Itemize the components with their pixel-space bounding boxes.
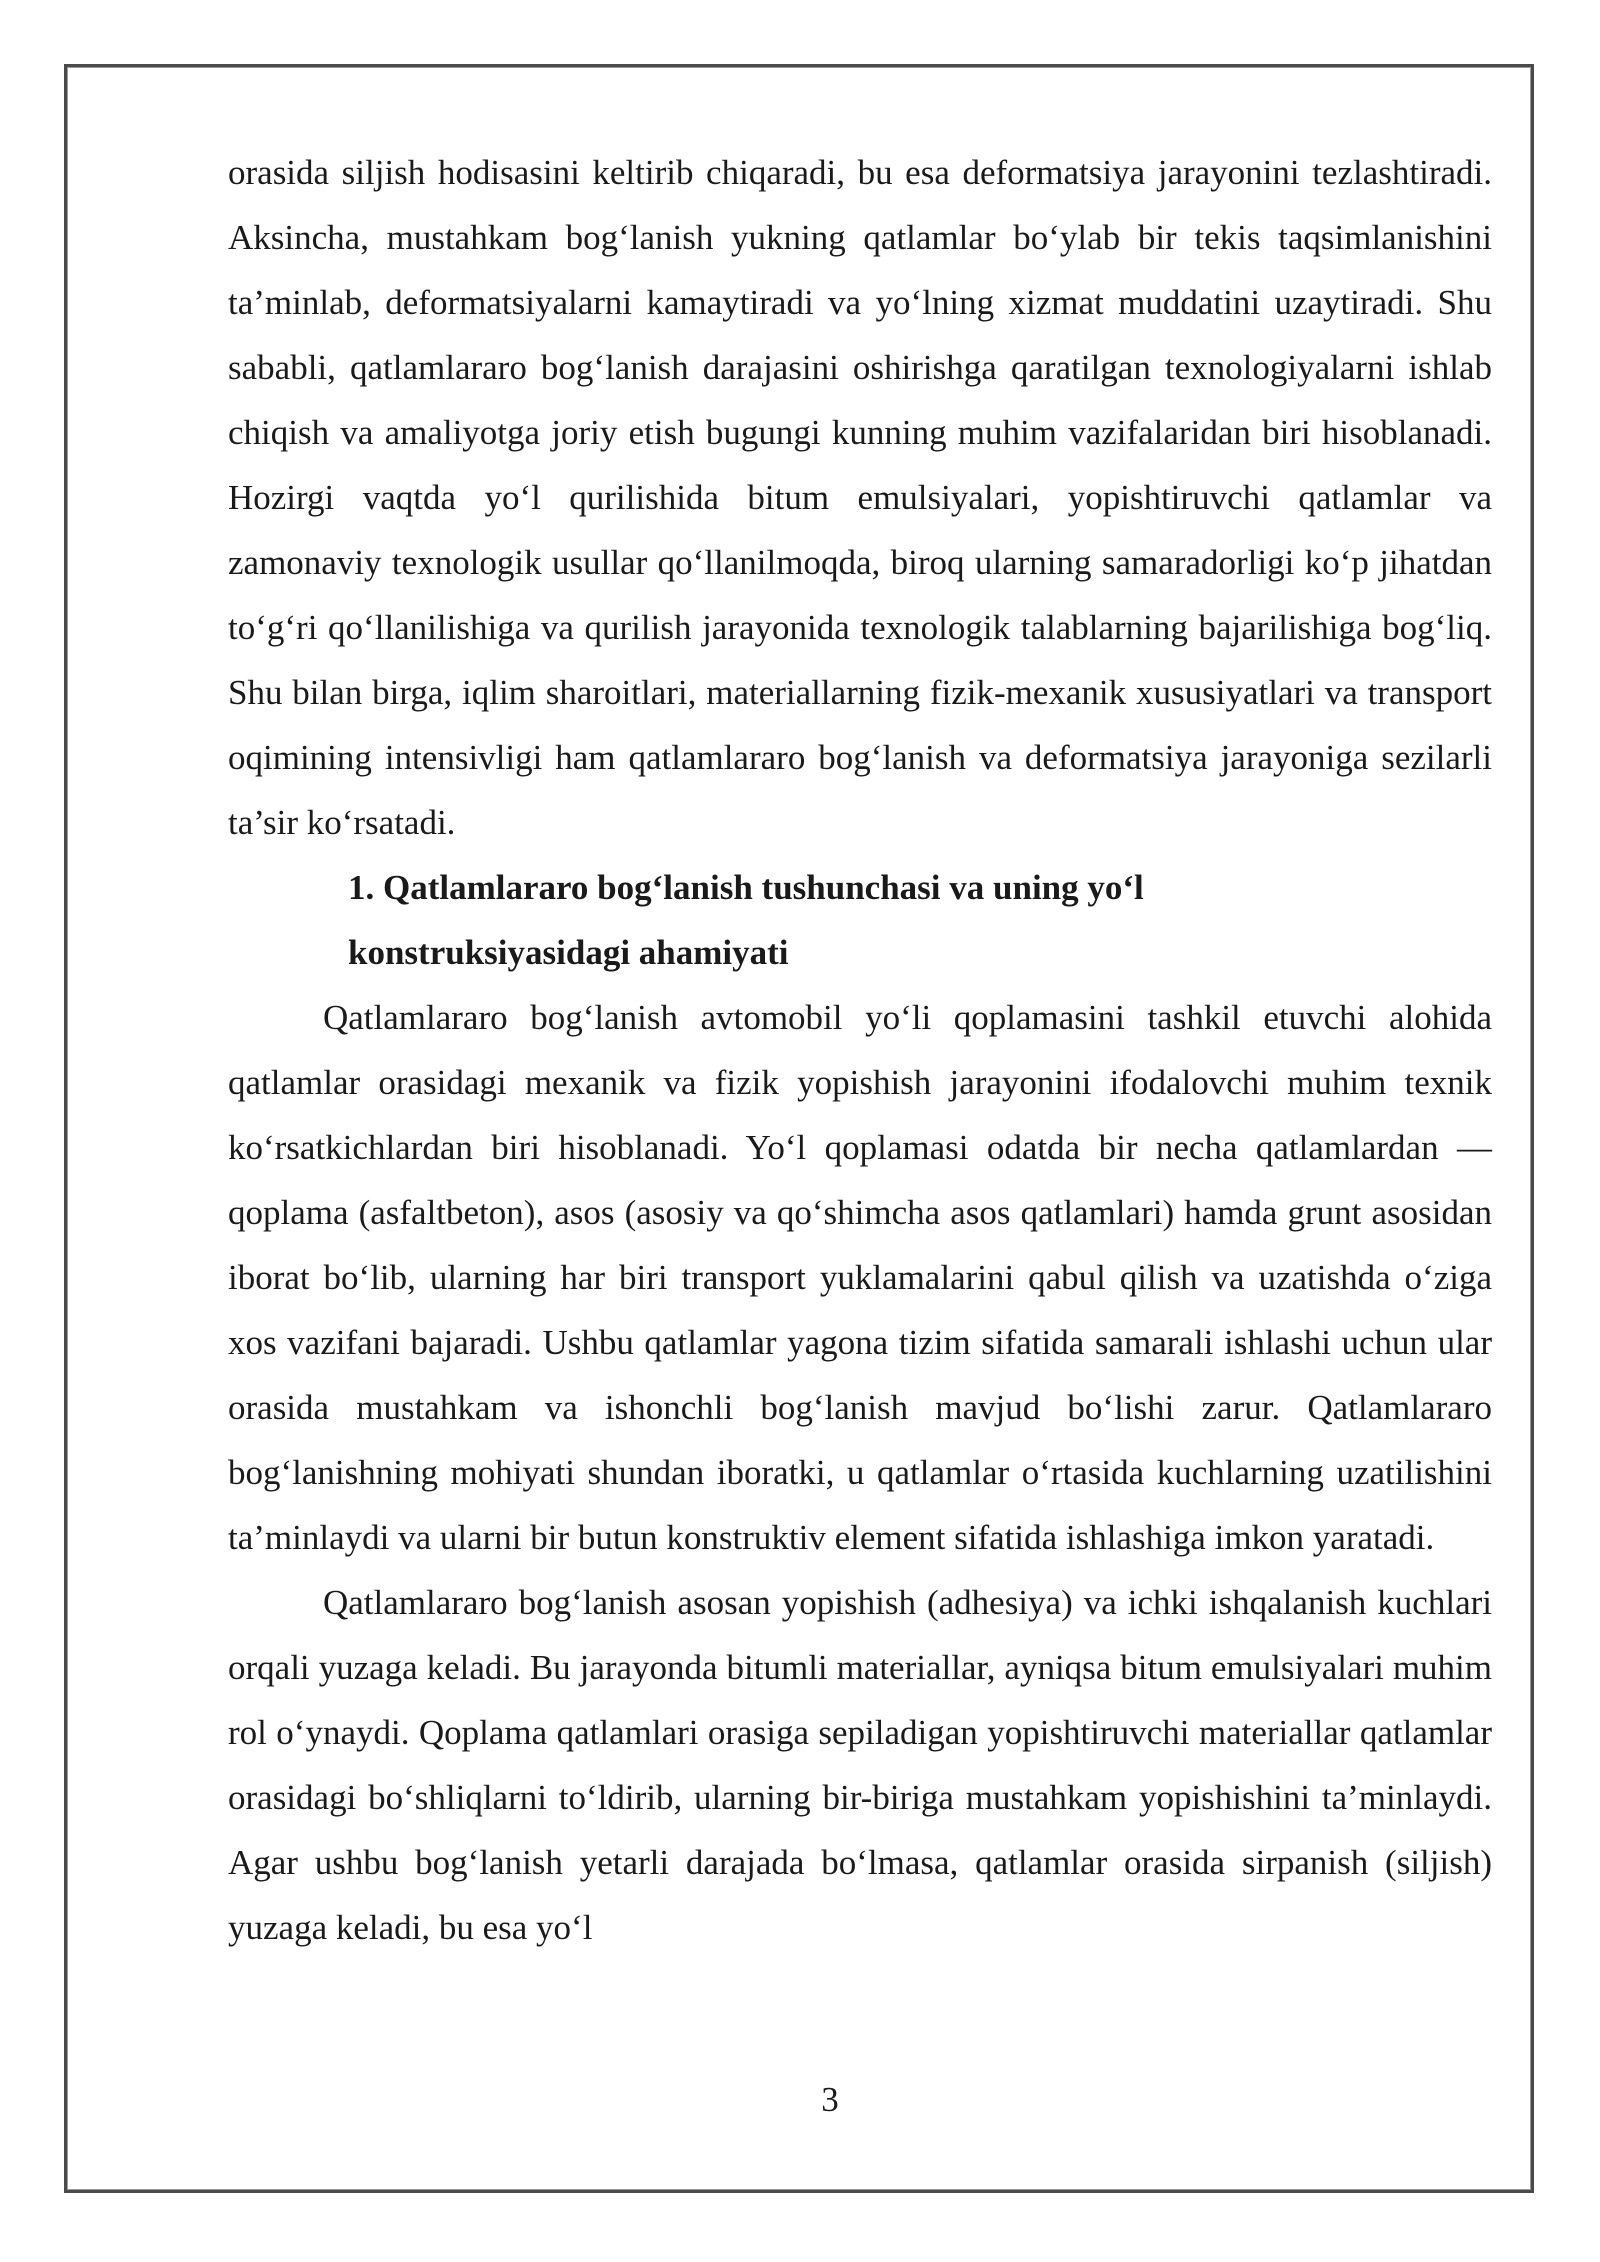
page-body [228, 140, 1492, 1960]
paragraph-continuation: orasida siljish hodisasini keltirib chiqaradi, bu esa deformatsiya jarayonini tezlashtiradi. Aksincha, mustahkam bog‘lanish yukning qatlamlar bo‘ylab bir tekis taqsimlanishini ta’minlab, deformatsiyalarni kamaytiradi va yo‘lning xizmat muddatini uzaytiradi. Shu sababli, qatlamlararo bog‘lanish darajasini oshirishga qaratilgan texnologiyalarni ishlab chiqish va amaliyotga joriy etish bugungi kunning muhim vazifalaridan biri hisoblanadi. Hozirgi vaqtda yo‘l qurilishida bitum emulsiyalari, yopishtiruvchi qatlamlar va zamonaviy texnologik usullar qo‘llanilmoqda, biroq ularning samaradorligi ko‘p jihatdan to‘g‘ri qo‘llanilishiga va qurilish jarayonida texnologik talablarning bajarilishiga bog‘liq. Shu bilan birga, iqlim sharoitlari, materiallarning fizik-mexanik xususiyatlari va transport oqimining intensivligi ham qatlamlararo bog‘lanish va deformatsiya jarayoniga sezilarli ta’sir ko‘rsatadi. [228, 153, 1492, 842]
section-heading-line-1: 1. Qatlamlararo bog‘lanish tushunchasi va uning yo‘l [348, 868, 1144, 907]
paragraph-adhesion: Qatlamlararo bog‘lanish asosan yopishish (adhesiya) va ichki ishqalanish kuchlari orqali yuzaga keladi. Bu jarayonda bitumli materiallar, ayniqsa bitum emulsiyalari muhim rol o‘ynaydi. Qoplama qatlamlari orasiga sepiladigan yopishtiruvchi materiallar qatlamlar orasidagi bo‘shliqlarni to‘ldirib, ularning bir-biriga mustahkam yopishishini ta’minlaydi. Agar ushbu bog‘lanish yetarli darajada bo‘lmasa, qatlamlar orasida sirpanish (siljish) yuzaga keladi, bu esa yo‘l [228, 1583, 1492, 1947]
section-heading [228, 855, 1492, 985]
paragraph-definition: Qatlamlararo bog‘lanish avtomobil yo‘li qoplamasini tashkil etuvchi alohida qatlamlar orasidagi mexanik va fizik yopishish jarayonini ifodalovchi muhim texnik ko‘rsatkichlardan biri hisoblanadi. Yo‘l qoplamasi odatda bir necha qatlamlardan — qoplama (asfaltbeton), asos (asosiy va qo‘shimcha asos qatlamlari) hamda grunt asosidan iborat bo‘lib, ularning har biri transport yuklamalarini qabul qilish va uzatishda o‘ziga xos vazifani bajaradi. Ushbu qatlamlar yagona tizim sifatida samarali ishlashi uchun ular orasida mustahkam va ishonchli bog‘lanish mavjud bo‘lishi zarur. Qatlamlararo bog‘lanishning mohiyati shundan iboratki, u qatlamlar o‘rtasida kuchlarning uzatilishini ta’minlaydi va ularni bir butun konstruktiv element sifatida ishlashiga imkon yaratadi. [228, 998, 1492, 1557]
section-heading-line-2: konstruksiyasidagi ahamiyati [348, 933, 789, 972]
page-number: 3 [821, 2080, 839, 2119]
